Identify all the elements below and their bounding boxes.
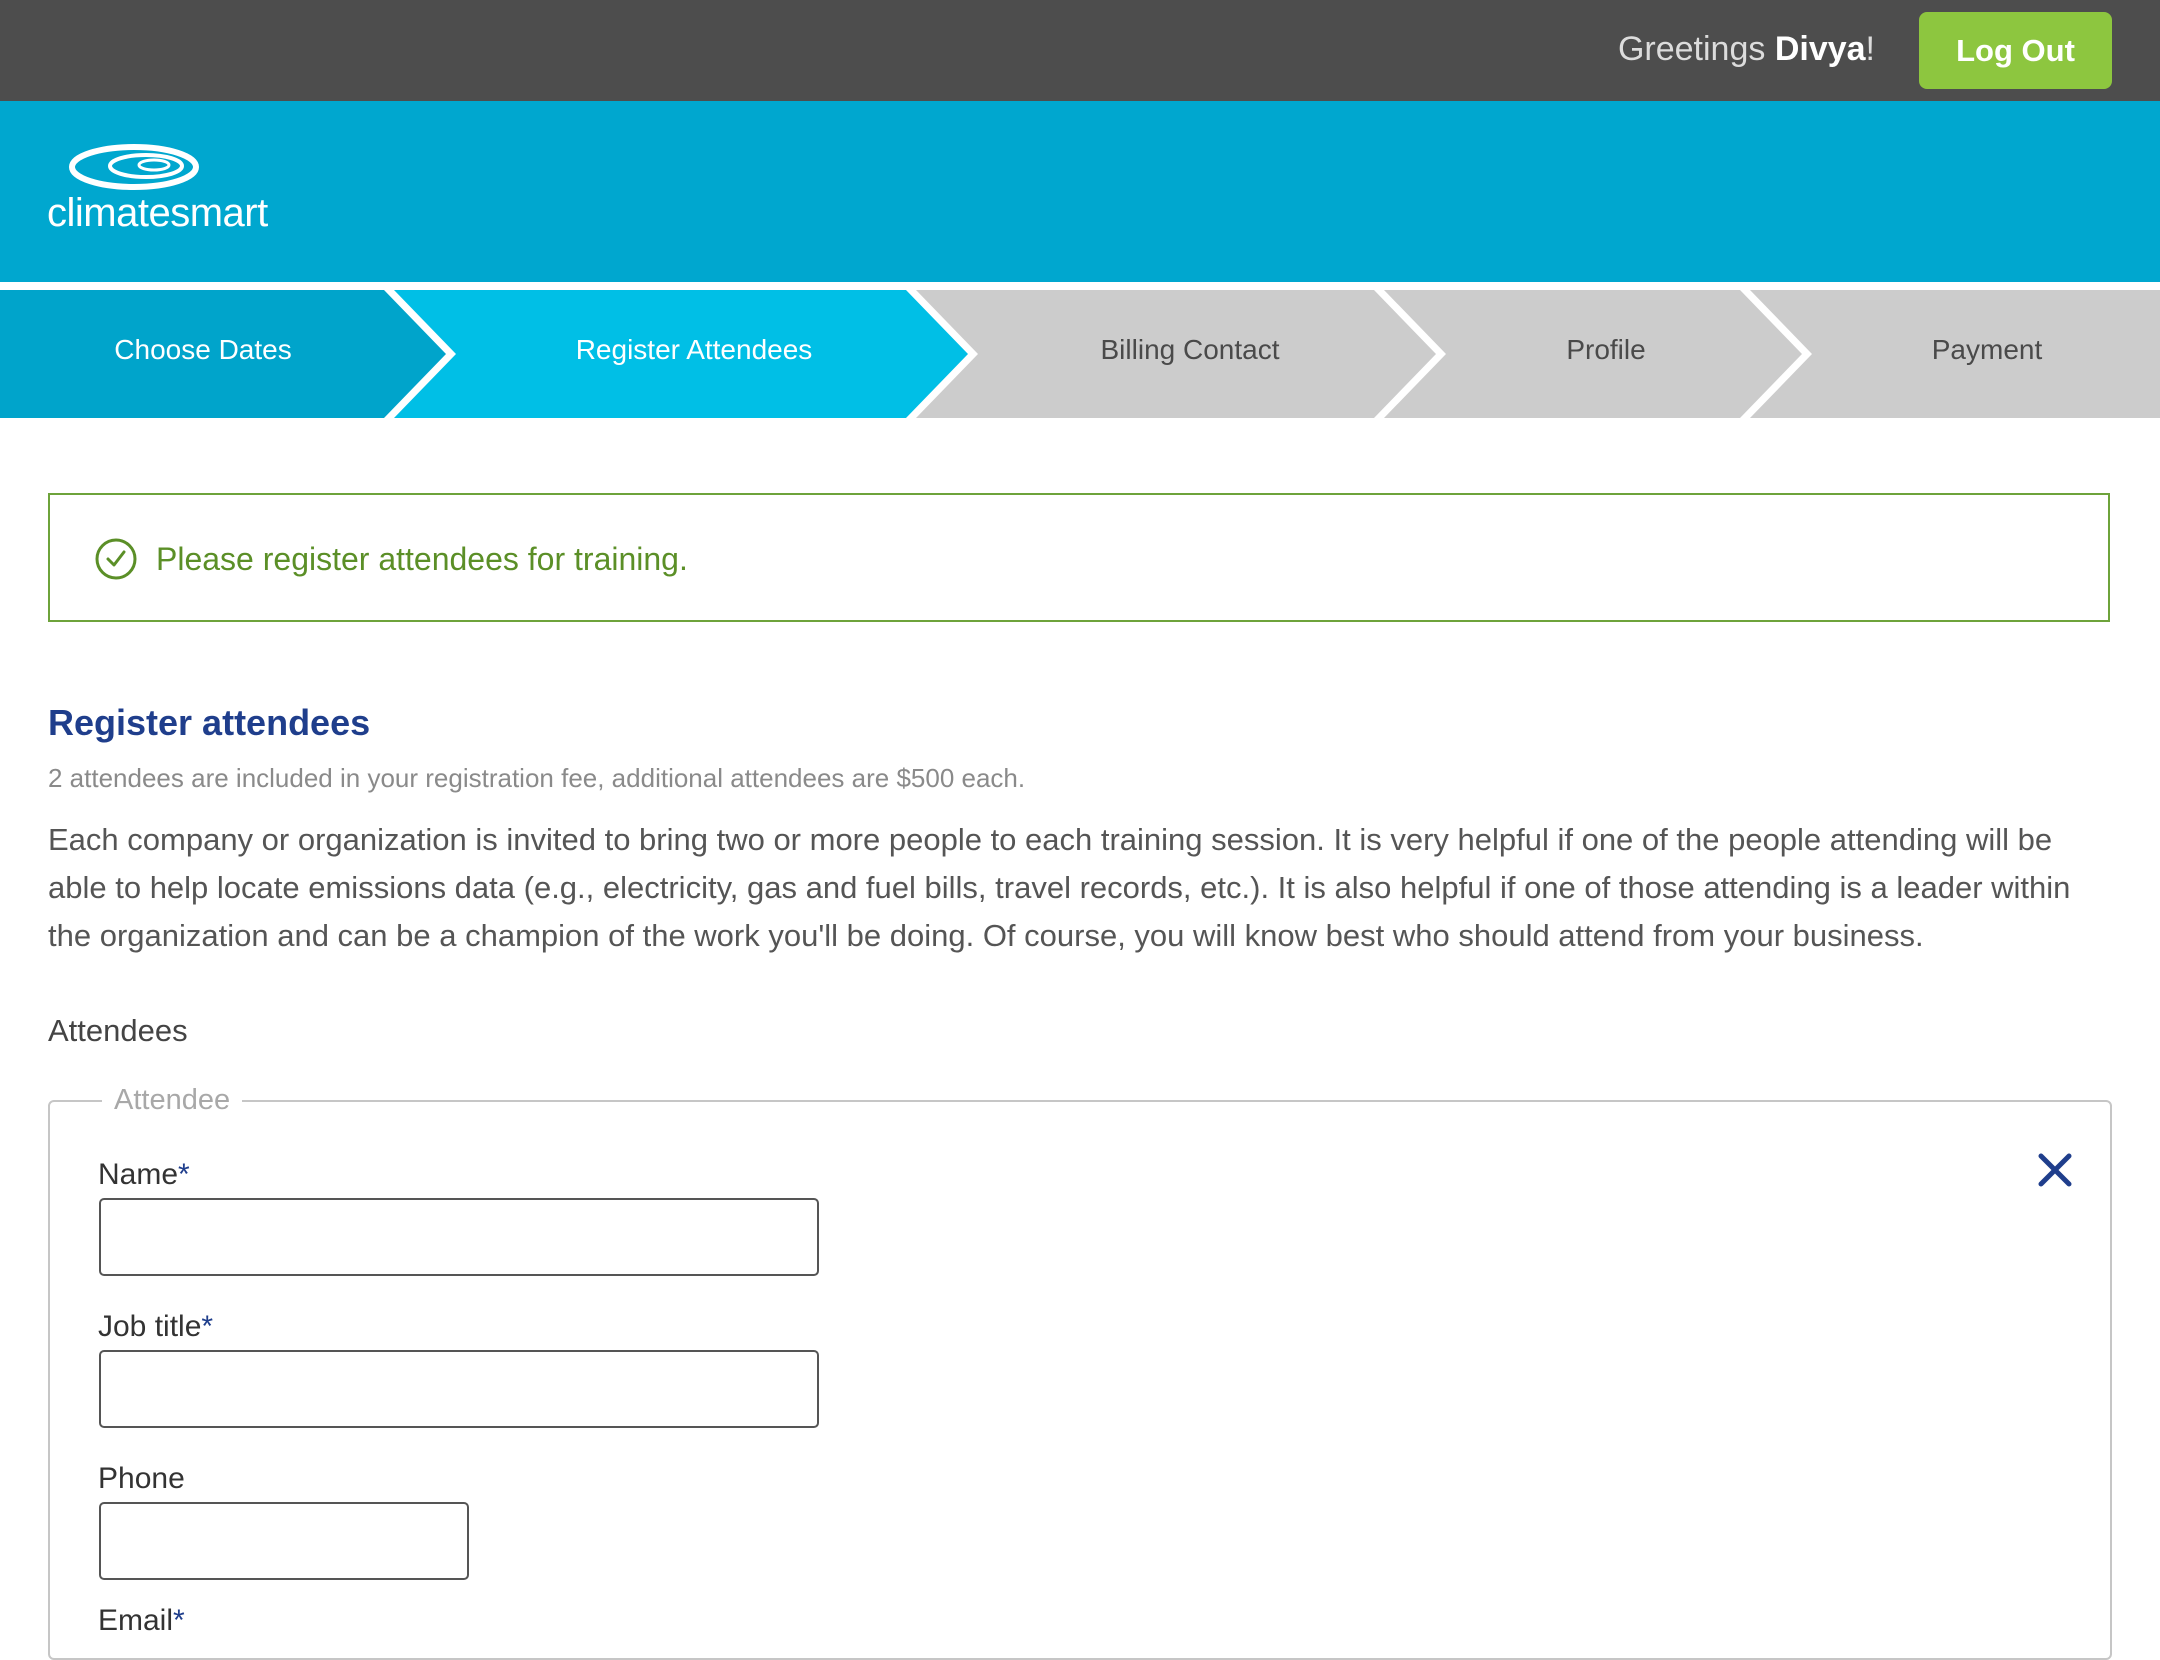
step-billing-contact[interactable]: Billing Contact (1100, 334, 1280, 365)
required-marker: * (178, 1158, 190, 1191)
attendee-legend: Attendee (102, 1084, 242, 1117)
required-marker: * (201, 1310, 214, 1343)
job-title-label-text: Job title (98, 1310, 202, 1343)
phone-label: Phone (98, 1462, 185, 1495)
greeting-suffix: ! (1865, 30, 1875, 68)
progress-stepper (0, 282, 2160, 419)
close-icon[interactable] (2035, 1150, 2075, 1190)
required-marker: * (173, 1604, 185, 1637)
check-circle-icon (94, 537, 138, 581)
name-label-text: Name (98, 1158, 179, 1191)
alert-text: Please register attendees for training. (156, 541, 688, 577)
brand-header (0, 101, 2160, 282)
info-alert (48, 493, 2110, 622)
attendee-fieldset (48, 1084, 2112, 1660)
user-name: Divya (1774, 30, 1866, 68)
swirl-logo-icon (46, 142, 226, 194)
name-input[interactable] (99, 1198, 819, 1276)
step-profile[interactable]: Profile (1566, 334, 1646, 365)
pricing-note: 2 attendees are included in your registration fee, additional attendees are $500 each. (48, 763, 1026, 793)
email-label (98, 1604, 185, 1638)
greeting (1618, 30, 1875, 69)
attendees-heading: Attendees (48, 1013, 188, 1048)
description-text: Each company or organization is invited to bring two or more people to each training session. It is very helpful if one of the people attending will be able to help locate emissions data (e.g., electricity, gas and fuel bills, travel records, etc.). It is also helpful if one of those attending is a leader within the organization and can be a champion of the work you'll be doing. Of course, you will know best who should attend from your business. (48, 822, 2071, 953)
step-register-attendees[interactable]: Register Attendees (575, 334, 813, 365)
email-label-text: Email (98, 1604, 174, 1637)
name-label (98, 1158, 190, 1192)
job-title-input[interactable] (99, 1350, 819, 1428)
phone-input[interactable] (99, 1502, 469, 1580)
job-title-label (98, 1310, 213, 1344)
logout-button[interactable]: Log Out (1919, 12, 2112, 89)
logo-text[interactable]: climatesmart (47, 191, 268, 235)
top-bar (0, 0, 2160, 101)
step-payment[interactable]: Payment (1931, 334, 2043, 365)
step-choose-dates[interactable]: Choose Dates (114, 334, 292, 365)
greeting-prefix: Greetings (1617, 30, 1775, 68)
page-title: Register attendees (48, 702, 371, 743)
